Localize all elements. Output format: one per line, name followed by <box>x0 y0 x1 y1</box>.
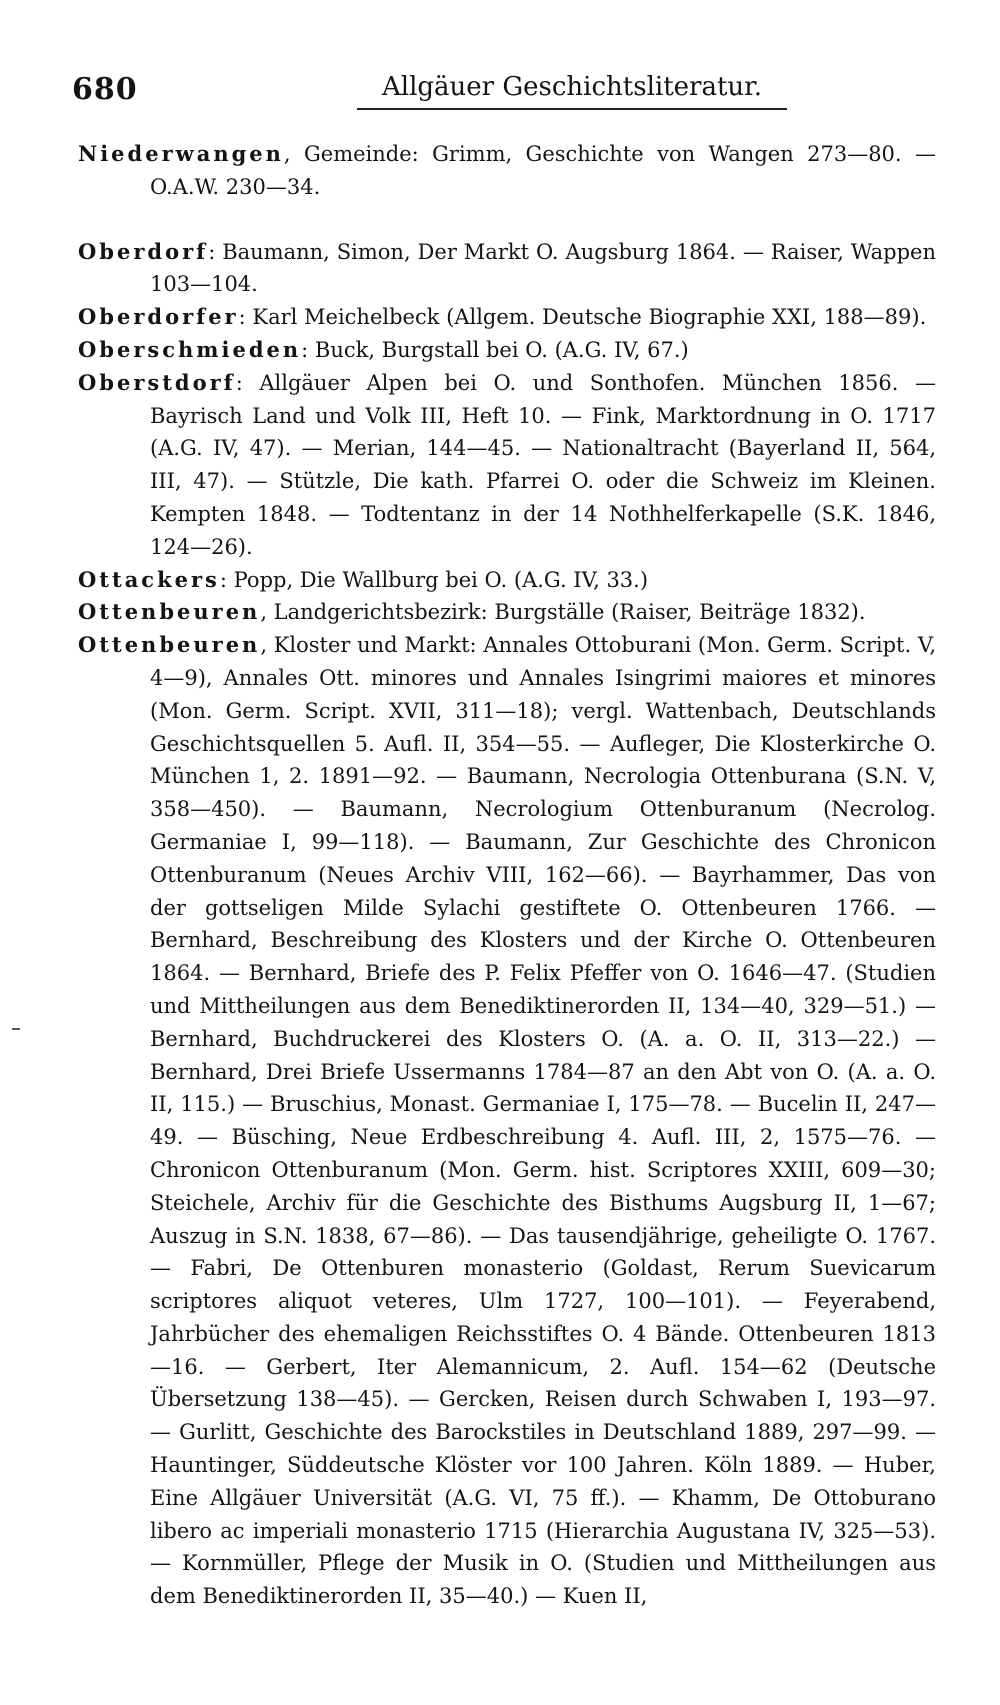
entry-text: : Popp, Die Wallburg bei O. (A.G. IV, 33.) <box>219 567 649 592</box>
entry-text: : Buck, Burgstall bei O. (A.G. IV, 67.) <box>301 337 689 362</box>
entry-keyword: Oberdorf <box>78 238 209 264</box>
entry-keyword: Niederwangen <box>78 141 284 166</box>
entry-ottackers <box>78 564 936 597</box>
entry-text: , Gemeinde: Grimm, Geschichte von Wangen 273—80. — O.A.W. 230—34. <box>150 142 936 199</box>
entry-keyword: Oberdorfer <box>78 304 239 330</box>
entry-niederwangen <box>78 138 936 204</box>
entry-text: , Kloster und Markt: Annales Ottoburani (Mon. Germ. Script. V, 4—9), Annales Ott. minores und Annales Isingrimi maiores et minores (Mon. Germ. Script. XVII, 311—18); vergl. Wattenbach, Deutschlands Geschichtsquellen 5. Aufl. II, 354—55. — Aufleger, Die Klosterkirche O. München 1, 2. 1891—92. — Baumann, Necrologia Ottenburana (S.N. V, 358—450). — Baumann, Necrologium Ottenburanum (Necrolog. Germaniae I, 99—118). — Baumann, Zur Geschichte des Chronicon Ottenburanum (Neues Archiv VIII, 162—66). — Bayrhammer, Das von der gottseligen Milde Sylachi gestiftete O. Ottenbeuren 1766. — Bernhard, Beschreibung des Klosters und der Kirche O. Ottenbeuren 1864. — Bernhard, Briefe des P. Felix Pfeffer von O. 1646—47. (Studien und Mittheilungen aus dem Benediktinerorden II, 134—40, 329—51.) — Bernhard, Buchdruckerei des Klosters O. (A. a. O. II, 313—22.) — Bernhard, Drei Briefe Ussermanns 1784—87 an den Abt von O. (A. a. O. II, 115.) — Bruschius, Monast. Germaniae I, 175—78. — Bucelin II, 247—49. — Büsching, Neue Erdbeschreibung 4. Aufl. III, 2, 1575—76. — Chronicon Ottenburanum (Mon. Germ. hist. Scriptores XXIII, 609—30; Steichele, Archiv für die Geschichte des Bisthums Augsburg II, 1—67; Auszug in S.N. 1838, 67—86). — Das tausendjährige, geheiligte O. 1767. — Fabri, De Ottenburen monasterio (Goldast, Rerum Suevicarum scriptores aliquot veteres, Ulm 1727, 100—101). — Feyerabend, Jahrbücher des ehemaligen Reichsstiftes O. 4 Bände. Ottenbeuren 1813—16. — Gerbert, Iter Alemannicum, 2. Aufl. 154—62 (Deutsche Übersetzung 138—45). — Gercken, Reisen durch Schwaben I, 193—97. — Gurlitt, Geschichte des Barockstiles in Deutschland 1889, 297—99. — Hauntinger, Süddeutsche Klöster vor 100 Jahren. Köln 1889. — Huber, Eine Allgäuer Universität (A.G. VI, 75 ff.). — Khamm, De Ottoburano libero ac imperiali monasterio 1715 (Hierarchia Augustana IV, 325—53). — Kornmüller, Pflege der Musik in O. (Studien und Mittheilungen aus dem Benediktinerorden II, 35—40.) — Kuen II, <box>150 633 936 1609</box>
entry-keyword: Oberschmieden <box>78 336 302 362</box>
margin-mark <box>12 1028 20 1030</box>
entry-oberstdorf <box>78 367 936 564</box>
entry-keyword: Ottackers <box>78 566 220 592</box>
page-number: 680 <box>72 72 138 107</box>
entry-keyword: Ottenbeuren <box>78 632 261 658</box>
entry-oberdorfer <box>78 301 936 334</box>
entry-text: : Baumann, Simon, Der Markt O. Augsburg 1864. — Raiser, Wappen 103—104. <box>150 239 936 297</box>
entry-oberschmieden <box>78 334 936 367</box>
entry-text: : Allgäuer Alpen bei O. und Sonthofen. München 1856. — Bayrisch Land und Volk III, Heft 10. — Fink, Marktordnung in O. 1717 (A.G. IV, 47). — Merian, 144—45. — Nationaltracht (Bayerland II, 564, III, 47). — Stützle, Die kath. Pfarrei O. oder die Schweiz im Kleinen. Kempten 1848. — Todtentanz in der 14 Nothhelferkapelle (S.K. 1846, 124—26). <box>150 370 936 559</box>
running-head: Allgäuer Geschichtsliteratur. <box>381 72 763 102</box>
entry-text: : Karl Meichelbeck (Allgem. Deutsche Biographie XXI, 188—89). <box>238 305 927 330</box>
entry-ottenbeuren-kloster <box>78 629 936 1613</box>
entry-text: , Landgerichtsbezirk: Burgställe (Raiser, Beiträge 1832). <box>260 600 866 625</box>
header-rule <box>357 108 787 110</box>
entry-oberdorf <box>78 236 936 302</box>
entry-list <box>78 138 936 1613</box>
entry-keyword: Oberstdorf <box>78 369 236 395</box>
entry-keyword: Ottenbeuren <box>78 599 261 625</box>
entry-ottenbeuren-landgericht <box>78 596 936 629</box>
page-header <box>72 60 932 110</box>
